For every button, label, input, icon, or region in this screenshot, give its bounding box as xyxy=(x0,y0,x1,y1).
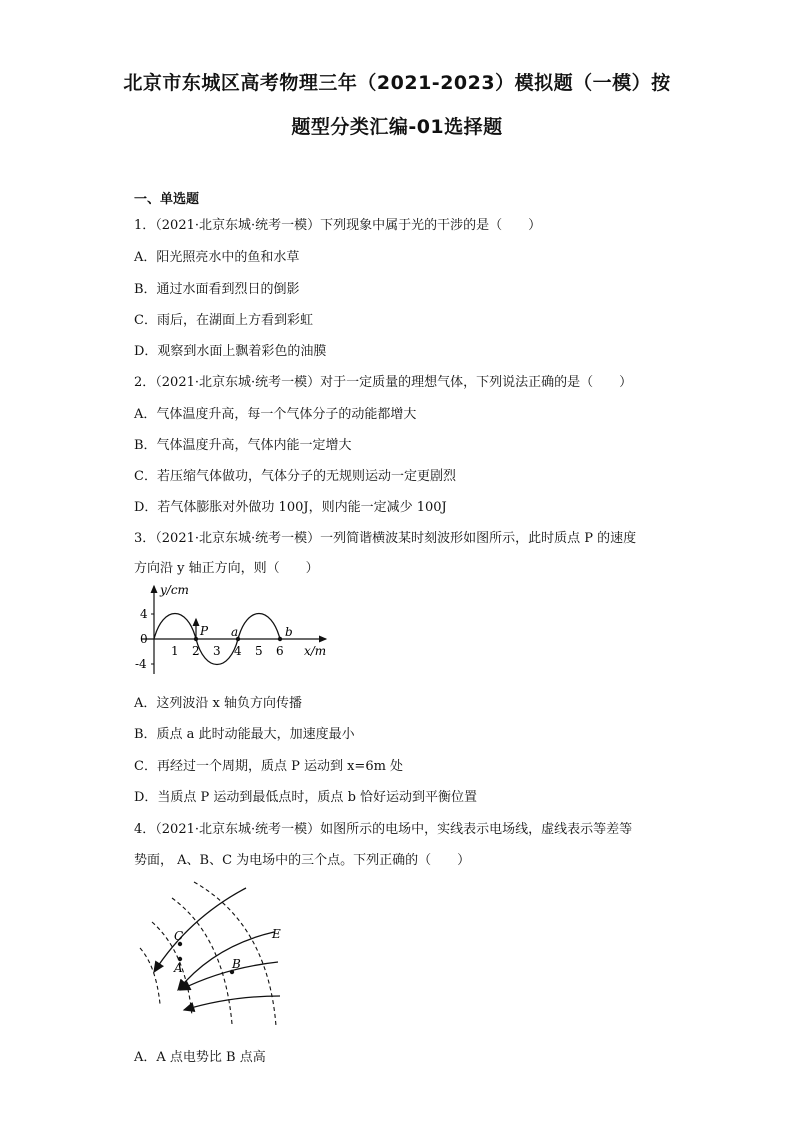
electric-field-figure xyxy=(134,880,294,1030)
point-b-dot xyxy=(278,637,282,641)
q2-stem: 2．（2021·北京东城·统考一模）对于一定质量的理想气体，下列说法正确的是（ ） xyxy=(134,375,633,390)
equipotential-line-1 xyxy=(140,948,160,1004)
y-tick-neg4: -4 xyxy=(135,657,147,671)
q2-option-b: B．气体温度升高，气体内能一定增大 xyxy=(134,438,352,453)
q3-stem-line2: 方向沿 y 轴正方向，则（ ） xyxy=(134,561,319,576)
section-heading: 一、单选题 xyxy=(134,192,200,207)
q2-option-d: D．若气体膨胀对外做功 100J，则内能一定减少 100J xyxy=(134,500,447,515)
y-axis-label: y/cm xyxy=(160,583,189,597)
q1-option-c: C．雨后，在湖面上方看到彩虹 xyxy=(134,313,313,328)
y-tick-4: 4 xyxy=(140,607,148,621)
q3-option-b: B．质点 a 此时动能最大，加速度最小 xyxy=(134,727,355,742)
x-tick-4: 4 xyxy=(234,644,242,658)
q1-stem: 1．（2021·北京东城·统考一模）下列现象中属于光的干涉的是（ ） xyxy=(134,218,542,233)
q2-option-a: A．气体温度升高，每一个气体分子的动能都增大 xyxy=(134,407,417,422)
q3-option-a: A．这列波沿 x 轴负方向传播 xyxy=(134,696,302,711)
label-e: E xyxy=(272,927,281,941)
q3-option-d: D．当质点 P 运动到最低点时，质点 b 恰好运动到平衡位置 xyxy=(134,790,478,805)
x-tick-5: 5 xyxy=(255,644,263,658)
q1-option-d: D．观察到水面上飘着彩色的油膜 xyxy=(134,344,327,359)
page-title-line1: 北京市东城区高考物理三年（2021-2023）模拟题（一模）按 xyxy=(123,72,671,94)
field-line-4 xyxy=(184,996,280,1010)
q4-stem-line2: 势面， A、B、C 为电场中的三个点。下列正确的（ ） xyxy=(134,853,471,868)
q4-option-a: A．A 点电势比 B 点高 xyxy=(134,1050,266,1065)
label-b: B xyxy=(232,957,241,971)
field-line-3 xyxy=(180,962,278,990)
label-a: A xyxy=(174,961,183,975)
point-b-label: b xyxy=(285,625,293,639)
page-title-line2: 题型分类汇编-01选择题 xyxy=(291,116,503,138)
q4-stem-line1: 4．（2021·北京东城·统考一模）如图所示的电场中，实线表示电场线，虚线表示等差等 xyxy=(134,822,633,837)
x-axis-label: x/m xyxy=(304,644,327,658)
equipotential-line-2 xyxy=(152,922,192,1016)
field-line-2 xyxy=(178,932,274,990)
q2-option-c: C．若压缩气体做功，气体分子的无规则运动一定更剧烈 xyxy=(134,469,456,484)
x-tick-6: 6 xyxy=(276,644,284,658)
x-tick-1: 1 xyxy=(171,644,179,658)
label-c: C xyxy=(174,929,184,943)
wave-figure xyxy=(134,578,344,678)
point-a-label: a xyxy=(231,625,239,639)
y-tick-0: 0 xyxy=(140,632,148,646)
point-p-dot xyxy=(194,637,198,641)
x-tick-3: 3 xyxy=(213,644,221,658)
q3-stem-line1: 3．（2021·北京东城·统考一模）一列简谐横波某时刻波形如图所示，此时质点 P 的速度 xyxy=(134,531,637,546)
point-p-label: P xyxy=(200,624,209,638)
q1-option-a: A．阳光照亮水中的鱼和水草 xyxy=(134,250,300,265)
x-tick-2: 2 xyxy=(192,644,200,658)
q1-option-b: B．通过水面看到烈日的倒影 xyxy=(134,282,300,297)
q3-option-c: C．再经过一个周期，质点 P 运动到 x=6m 处 xyxy=(134,759,404,774)
